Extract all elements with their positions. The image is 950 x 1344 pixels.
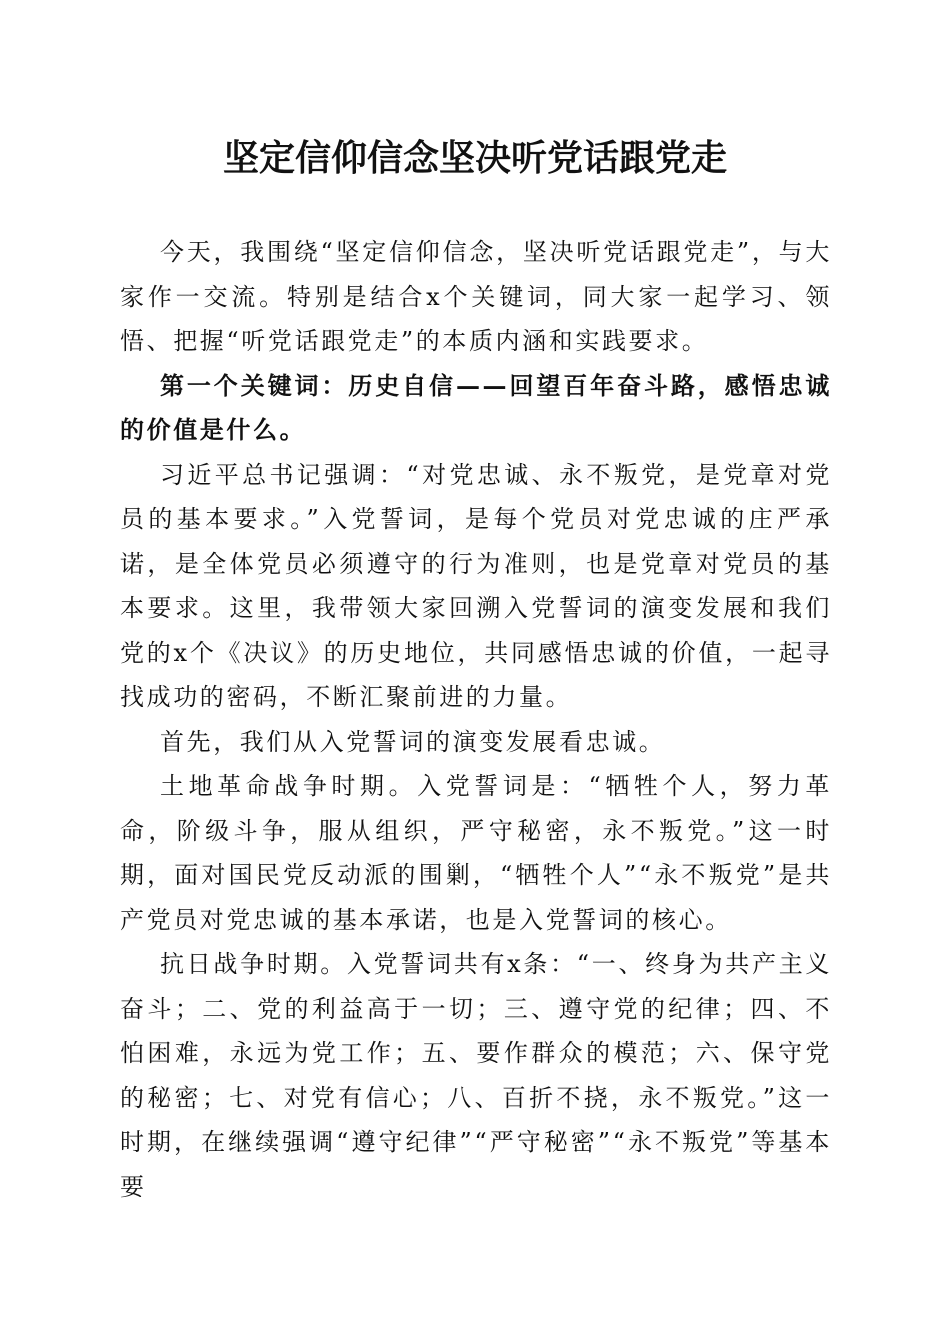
paragraph-first: 首先，我们从入党誓词的演变发展看忠诚。 — [160, 727, 666, 756]
paragraph-keyword-heading: 第一个关键词：历史自信——回望百年奋斗路，感悟忠诚的价值是什么。 — [120, 370, 832, 444]
paragraph-quote-oath: 习近平总书记强调：“对党忠诚、永不叛党，是党章对党员的基本要求。”入党誓词，是每个党员对党忠诚的庄严承诺，是全体党员必须遵守的行为准则，也是党章对党员的基本要求。这里，我带领大家回溯入党誓词的演变发展和我们党的x个《决议》的历史地位，共同感悟忠诚的价值，一起寻找成功的密码，不断汇聚前进的力量。 — [120, 460, 832, 711]
paragraph-anti-japanese-war: 抗日战争时期。入党誓词共有x条：“一、终身为共产主义奋斗；二、党的利益高于一切；三、遵守党的纪律；四、不怕困难，永远为党工作；五、要作群众的模范；六、保守党的秘密；七、对党有信心；八、百折不挠，永不叛党。”这一时期，在继续强调“遵守纪律”“严守秘密”“永不叛党”等基本要 — [120, 950, 832, 1201]
paragraph-intro: 今天，我围绕“坚定信仰信念，坚决听党话跟党走”，与大家作一交流。特别是结合x个关键词，同大家一起学习、领悟、把握“听党话跟党走”的本质内涵和实践要求。 — [120, 238, 832, 355]
document-title: 坚定信仰信念坚决听党话跟党走 — [222, 137, 727, 179]
document-body — [120, 230, 832, 1209]
paragraph-land-revolution: 土地革命战争时期。入党誓词是：“牺牲个人，努力革命，阶级斗争，服从组织，严守秘密，永不叛党。”这一时期，面对国民党反动派的围剿，“牺牲个人”“永不叛党”是共产党员对党忠诚的基本承诺，也是入党誓词的核心。 — [120, 772, 832, 934]
